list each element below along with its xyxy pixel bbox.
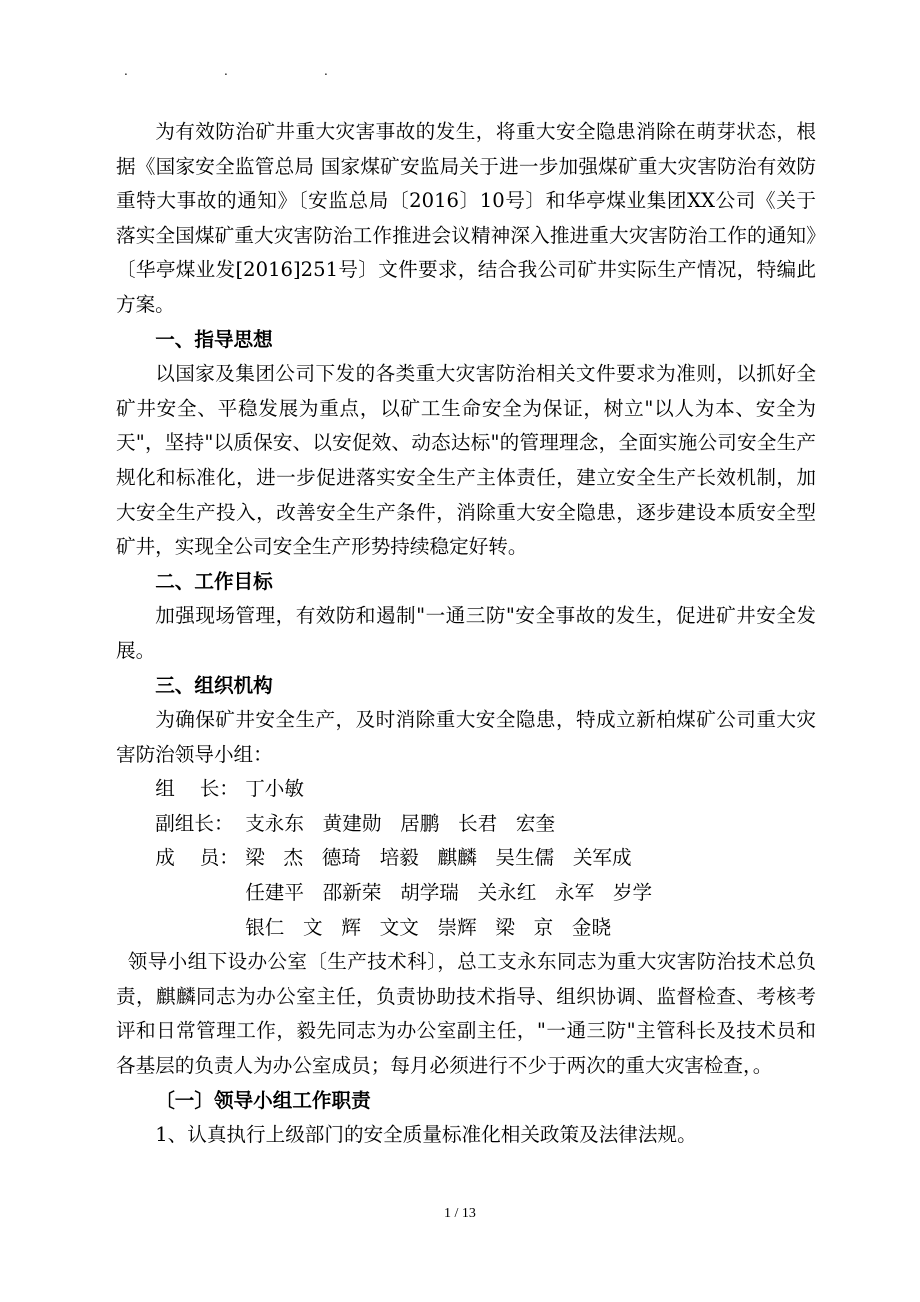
subsection-heading-duties: 〔一〕领导小组工作职责 bbox=[155, 1088, 371, 1112]
work-goal-paragraph: 加强现场管理，有效防和遏制"一通三防"安全事故的发生，促进矿井安全发展。 bbox=[116, 604, 816, 662]
group-member-row bbox=[116, 911, 816, 946]
member-names: 丁小敏 bbox=[245, 777, 304, 801]
intro-paragraph: 为有效防治矿井重大灾害事故的发生，将重大安全隐患消除在萌芽状态，根据《国家安全监管总局 国家煤矿安监局关于进一步加强煤矿重大灾害防治有效防重特大事故的通知》〔安监总局〔2016〕10号〕和华亭煤业集团XX公司《关于落实全国煤矿重大灾害防治工作推进会议精神深入推进重大灾害防治工作的通知》〔华亭煤业发[2016]251号〕文件要求，结合我公司矿井实际生产情况，特编此方案。 bbox=[116, 120, 816, 316]
group-deputy-row bbox=[116, 807, 816, 842]
guiding-thought-paragraph: 以国家及集团公司下发的各类重大灾害防治相关文件要求为准则，以抓好全矿井安全、平稳发展为重点，以矿工生命安全为保证，树立"以人为本、安全为天"，坚持"以质保安、以安促效、动态达标"的管理理念，全面实施公司安全生产规化和标准化，进一步促进落实安全生产主体责任，建立安全生产长效机制，加大安全生产投入，改善安全生产条件，消除重大安全隐患，逐步建设本质安全型矿井，实现全公司安全生产形势持续稳定好转。 bbox=[116, 362, 816, 559]
group-leader-row bbox=[116, 772, 816, 807]
office-paragraph: 领导小组下设办公室〔生产技术科〕，总工支永东同志为重大灾害防治技术总负责，麒麟同志为办公室主任，负责协助技术指导、组织协调、监督检查、考核考评和日常管理工作，毅先同志为办公室副主任，"一通三防"主管科长及技术员和各基层的负责人为办公室成员；每月必须进行不少于两次的重大灾害检查，。 bbox=[116, 950, 816, 1078]
group-member-row bbox=[116, 876, 816, 911]
section-heading-organization: 三、组织机构 bbox=[155, 673, 273, 697]
header-dot: . bbox=[124, 64, 128, 78]
member-names: 梁 杰 德琦 培毅 麒麟 吴生儒 关军成 bbox=[245, 846, 632, 870]
role-label: 副组长： bbox=[155, 811, 234, 835]
role-label: 成 员： bbox=[155, 846, 239, 870]
member-names: 银仁 文 辉 文文 崇辉 梁 京 金晓 bbox=[245, 915, 612, 939]
member-names: 支永东 黄建勋 居鹏 长君 宏奎 bbox=[245, 811, 556, 835]
header-dot: . bbox=[324, 64, 328, 78]
organization-paragraph: 为确保矿井安全生产，及时消除重大安全隐患，特成立新柏煤矿公司重大灾害防治领导小组： bbox=[116, 708, 816, 766]
section-heading-work-goal: 二、工作目标 bbox=[155, 569, 273, 593]
header-dots bbox=[124, 64, 424, 78]
duty-item-1: 1、认真执行上级部门的安全质量标准化相关政策及法律法规。 bbox=[155, 1123, 697, 1147]
group-member-row bbox=[116, 841, 816, 876]
role-label: 组 长： bbox=[155, 777, 239, 801]
document-body bbox=[116, 115, 816, 1153]
member-names: 任建平 邵新荣 胡学瑞 关永红 永军 岁学 bbox=[245, 881, 653, 905]
page-number: 1 / 13 bbox=[444, 1206, 476, 1221]
section-heading-guiding-thought: 一、指导思想 bbox=[155, 327, 273, 351]
header-dot: . bbox=[224, 64, 228, 78]
